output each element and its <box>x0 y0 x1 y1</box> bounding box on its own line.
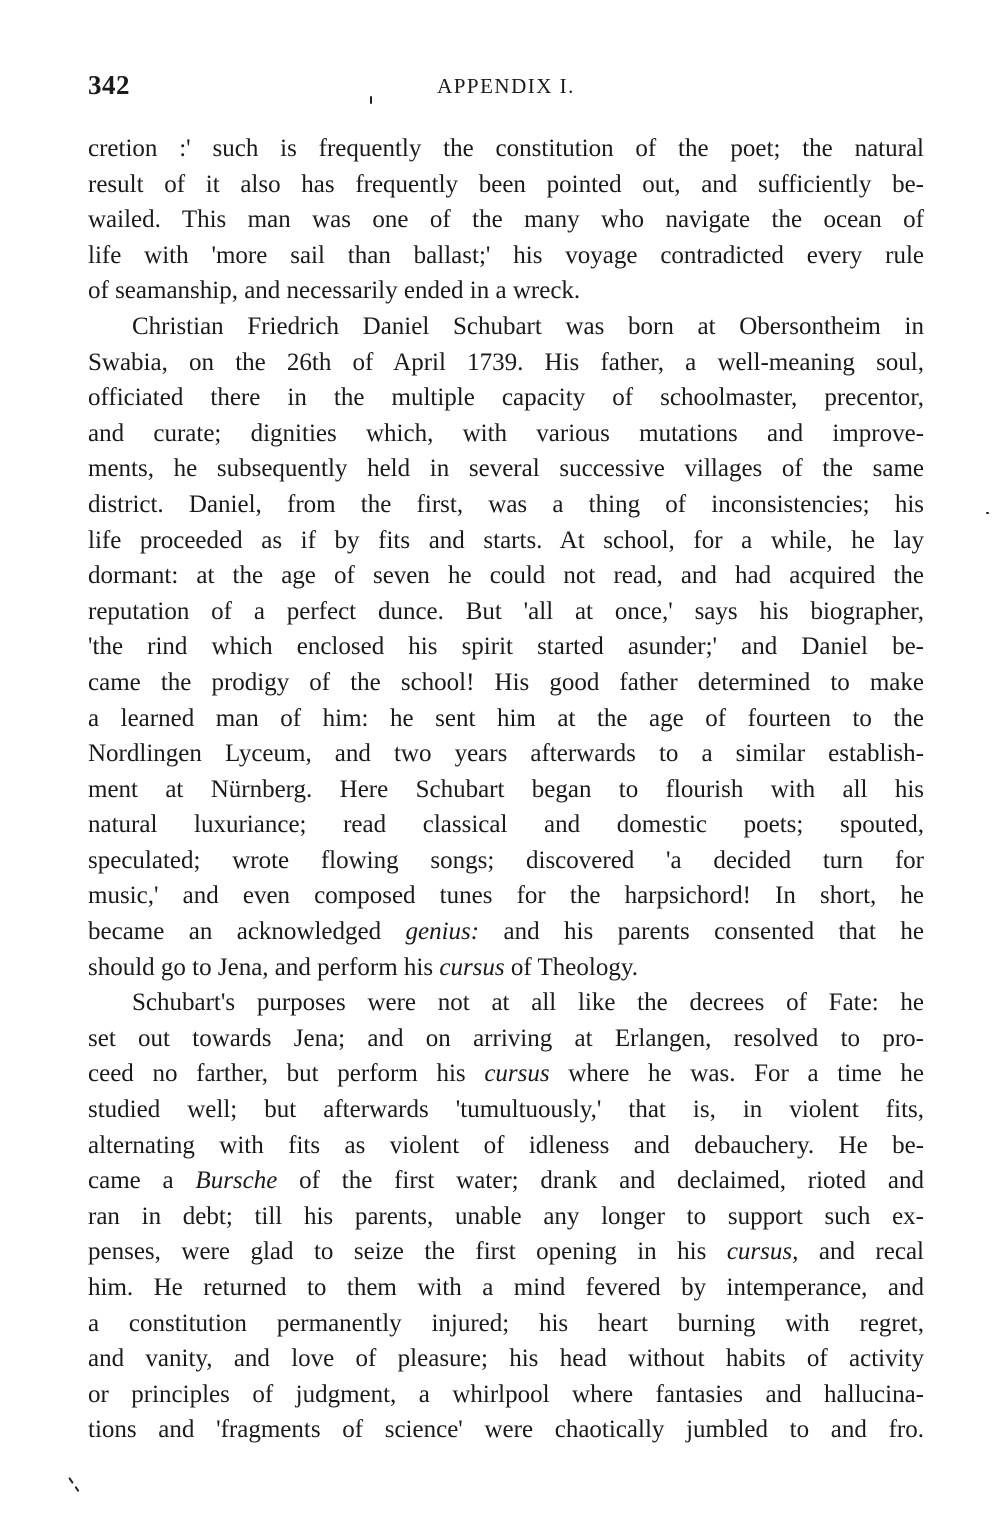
text-line: speculated; wrote flowing songs; discovered 'a decided turn for <box>88 846 924 874</box>
text-line <box>88 914 924 950</box>
text-line: ment at Nürnberg. Here Schubart began to flourish with all his <box>88 775 924 803</box>
text-segment: came a <box>88 1167 196 1195</box>
text-line: Swabia, on the 26th of April 1739. His father, a well-meaning soul, <box>88 348 924 376</box>
text-line: came the prodigy of the school! His good father determined to make <box>88 668 924 696</box>
text-line: reputation of a perfect dunce. But 'all at once,' says his biographer, <box>88 597 924 625</box>
text-line: officiated there in the multiple capacity of schoolmaster, precentor, <box>88 384 924 412</box>
text-segment: became an acknowledged <box>88 918 406 946</box>
text-line: ments, he subsequently held in several successive villages of the same <box>88 455 924 483</box>
text-line: studied well; but afterwards 'tumultuously,' that is, in violent fits, <box>88 1096 924 1124</box>
body-text <box>88 131 924 1448</box>
text-line: life with 'more sail than ballast;' his voyage contradicted every rule <box>88 241 924 269</box>
text-line <box>88 950 924 986</box>
italic-word: genius: <box>405 918 480 946</box>
text-line: Nordlingen Lyceum, and two years afterwards to a similar establish- <box>88 740 924 768</box>
text-line: music,' and even composed tunes for the harpsichord! In short, he <box>88 882 924 910</box>
text-line: dormant: at the age of seven he could not read, and had acquired the <box>88 562 924 590</box>
italic-word: cursus, <box>726 1238 799 1266</box>
text-line: tions and 'fragments of science' were chaotically jumbled to and fro. <box>88 1416 924 1444</box>
italic-word: cursus <box>439 953 505 981</box>
text-line: 'the rind which enclosed his spirit started asunder;' and Daniel be- <box>88 633 924 661</box>
page-number: 342 <box>88 70 130 100</box>
text-line: life proceeded as if by fits and starts. At school, for a while, he lay <box>88 526 924 554</box>
text-segment: and recal <box>798 1238 924 1266</box>
text-line: Christian Friedrich Daniel Schubart was born at Obersontheim in <box>132 312 924 340</box>
text-line <box>88 1056 924 1092</box>
text-line <box>88 1163 924 1199</box>
text-line: set out towards Jena; and on arriving at Erlangen, resolved to pro- <box>88 1024 924 1052</box>
print-speck <box>68 1477 74 1484</box>
text-segment: of the first water; drank and declaimed, rioted and <box>277 1167 924 1195</box>
print-speck <box>370 96 372 104</box>
text-segment: and his parents consented that he <box>479 918 924 946</box>
text-line: alternating with fits as violent of idleness and debauchery. He be- <box>88 1131 924 1159</box>
italic-word: Bursche <box>195 1167 278 1195</box>
text-line: a constitution permanently injured; his heart burning with regret, <box>88 1309 924 1337</box>
text-line: or principles of judgment, a whirlpool where fantasies and hallucina- <box>88 1380 924 1408</box>
text-line: and vanity, and love of pleasure; his head without habits of activity <box>88 1345 924 1373</box>
text-line <box>88 1234 924 1270</box>
text-line: cretion :' such is frequently the constitution of the poet; the natural <box>88 135 924 162</box>
text-line: and curate; dignities which, with various mutations and improve- <box>88 419 924 447</box>
paragraph-3 <box>88 985 924 1448</box>
text-segment: penses, were glad to seize the first opening in his <box>88 1238 727 1266</box>
paragraph-2 <box>88 309 924 985</box>
text-line: of seamanship, and necessarily ended in a wreck. <box>88 277 581 305</box>
text-line: ran in debt; till his parents, unable any longer to support such ex- <box>88 1202 924 1230</box>
text-segment: where he was. For a time he <box>549 1060 924 1088</box>
text-line: him. He returned to them with a mind fevered by intemperance, and <box>88 1274 924 1301</box>
italic-word: cursus <box>484 1060 550 1088</box>
text-segment: should go to Jena, and perform his <box>88 953 440 981</box>
text-line: natural luxuriance; read classical and domestic poets; spouted, <box>88 811 924 839</box>
text-line: district. Daniel, from the first, was a thing of inconsistencies; his <box>88 490 924 518</box>
text-line: a learned man of him: he sent him at the age of fourteen to the <box>88 704 924 732</box>
page-header <box>88 70 924 110</box>
text-segment: of Theology. <box>504 953 638 981</box>
print-speck <box>986 512 989 514</box>
text-segment: ceed no farther, but perform his <box>88 1060 485 1088</box>
print-speck <box>74 1486 79 1492</box>
paragraph-1 <box>88 131 924 309</box>
running-head: APPENDIX I. <box>437 74 575 98</box>
text-line: wailed. This man was one of the many who navigate the ocean of <box>88 206 924 234</box>
text-line: result of it also has frequently been pointed out, and sufficiently be- <box>88 170 924 198</box>
text-line: Schubart's purposes were not at all like the decrees of Fate: he <box>132 989 924 1017</box>
